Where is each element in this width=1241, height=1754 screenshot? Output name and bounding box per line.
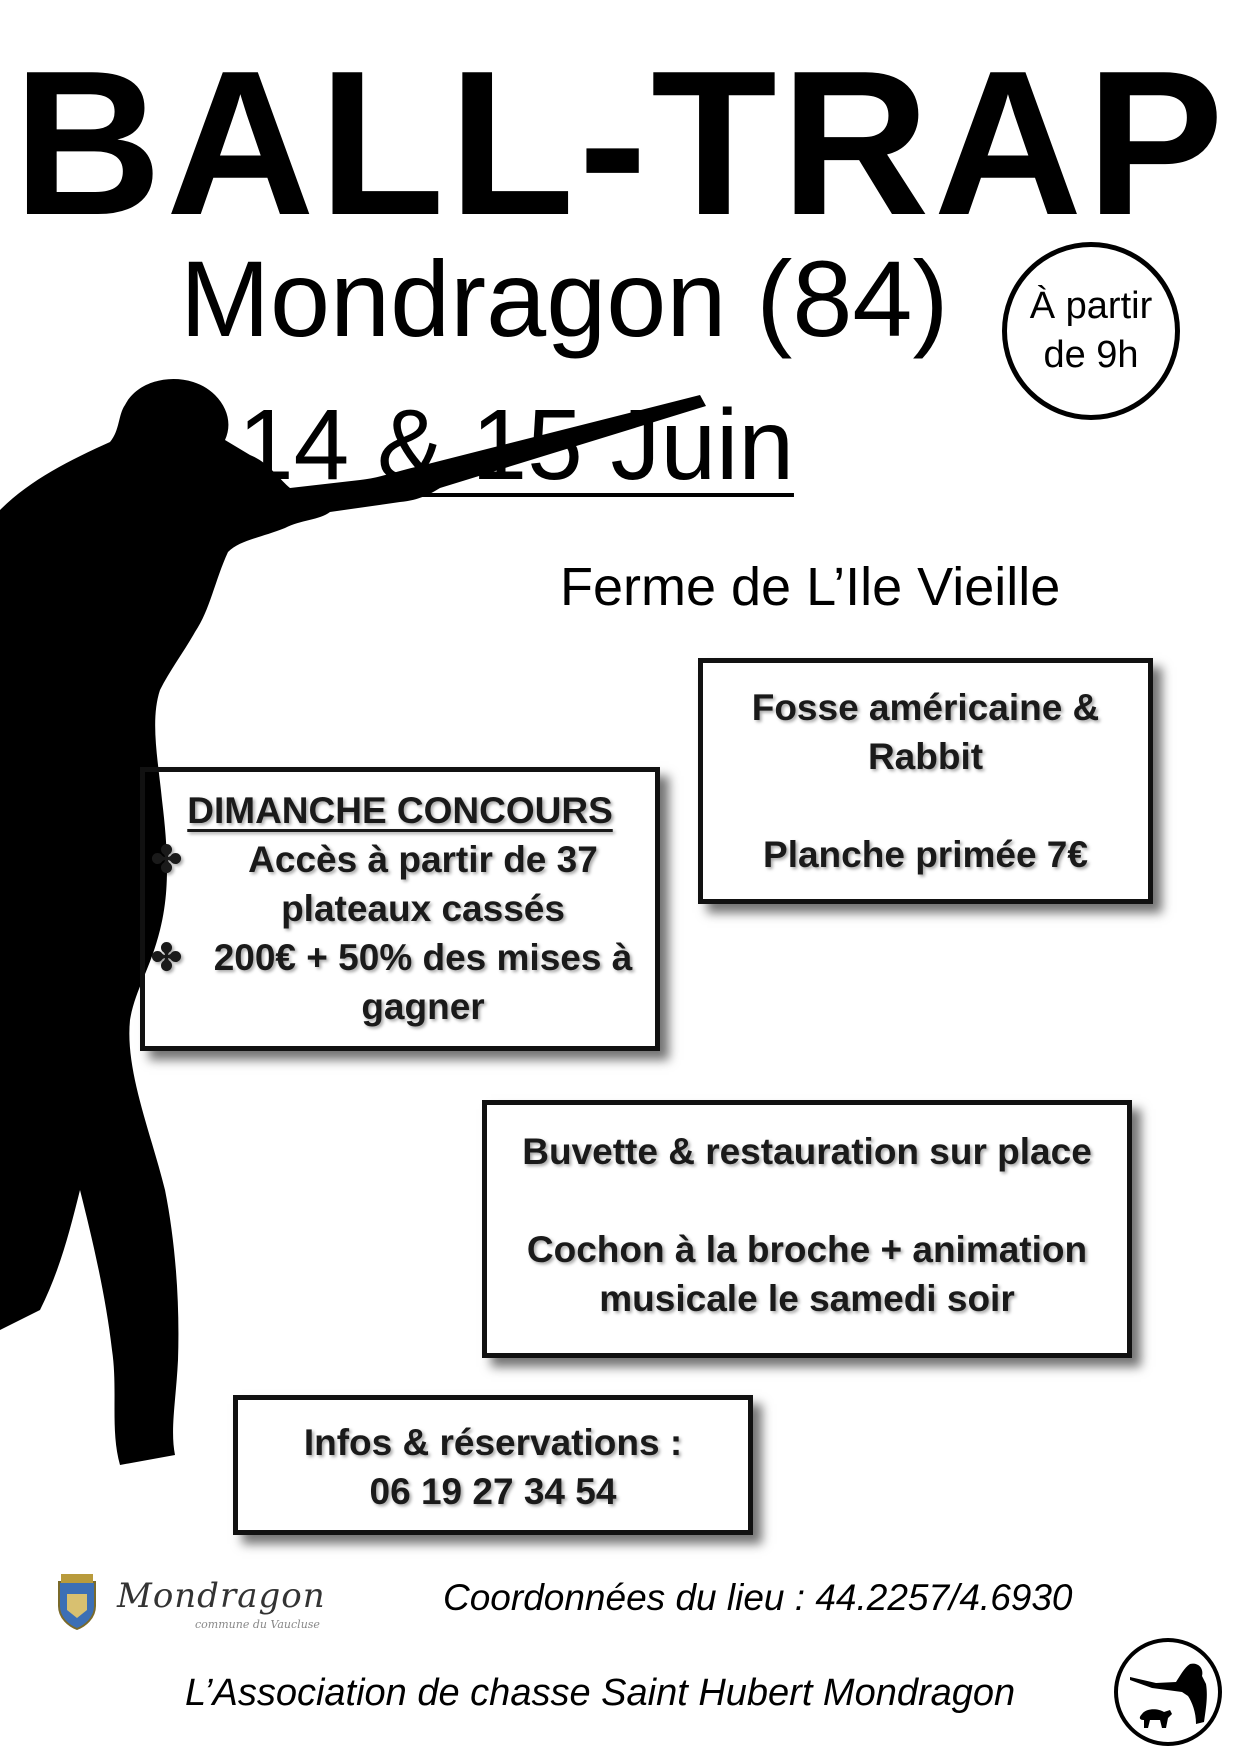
musicale-line: musicale le samedi soir [599,1278,1015,1319]
logo-subtext: commune du Vaucluse [195,1618,320,1631]
venue-name: Ferme de L’Ile Vieille [560,557,1061,617]
infos-label: Infos & réservations : [303,1422,683,1463]
rabbit-line: Rabbit [867,736,984,777]
buvette-line: Buvette & restauration sur place [522,1131,1092,1172]
concours-item-2-line1: 200€ + 50% des mises à [213,937,633,978]
venue-coordinates: Coordonnées du lieu : 44.2257/4.6930 [443,1577,1073,1618]
fosse-line: Fosse américaine & [751,687,1100,728]
concours-item-1-line1: Accès à partir de 37 [248,839,598,880]
box-infos-reservations [233,1395,753,1535]
mondragon-logo [55,1570,355,1640]
list-item [145,933,655,1031]
cochon-line: Cochon à la broche + animation [526,1229,1088,1270]
logo-text: Mondragon [117,1576,326,1616]
start-time-line1: À partir [1029,284,1153,327]
box-dimanche-concours [140,767,660,1051]
phone-number: 06 19 27 34 54 [369,1471,617,1512]
start-time-badge [1002,242,1180,420]
clover-bullet-icon: ✤ [151,937,183,978]
list-item [145,835,655,933]
event-location: Mondragon (84) [180,238,949,359]
association-name: L’Association de chasse Saint Hubert Mondragon [185,1672,1016,1714]
concours-item-2-line2: gagner [361,986,485,1027]
box-buvette [482,1100,1132,1358]
concours-heading: DIMANCHE CONCOURS [187,790,613,831]
shooter-dog-logo-icon [1112,1636,1224,1748]
mondragon-crest-icon [55,1574,99,1630]
event-dates: 14 & 15 Juin [238,389,794,501]
poster-title: BALL-TRAP [13,28,1228,258]
clover-bullet-icon: ✤ [151,839,183,880]
planche-price: Planche primée 7€ [763,834,1088,875]
box-fosse-rabbit [698,658,1153,904]
concours-item-1-line2: plateaux cassés [281,888,565,929]
start-time-line2: de 9h [1043,334,1139,376]
